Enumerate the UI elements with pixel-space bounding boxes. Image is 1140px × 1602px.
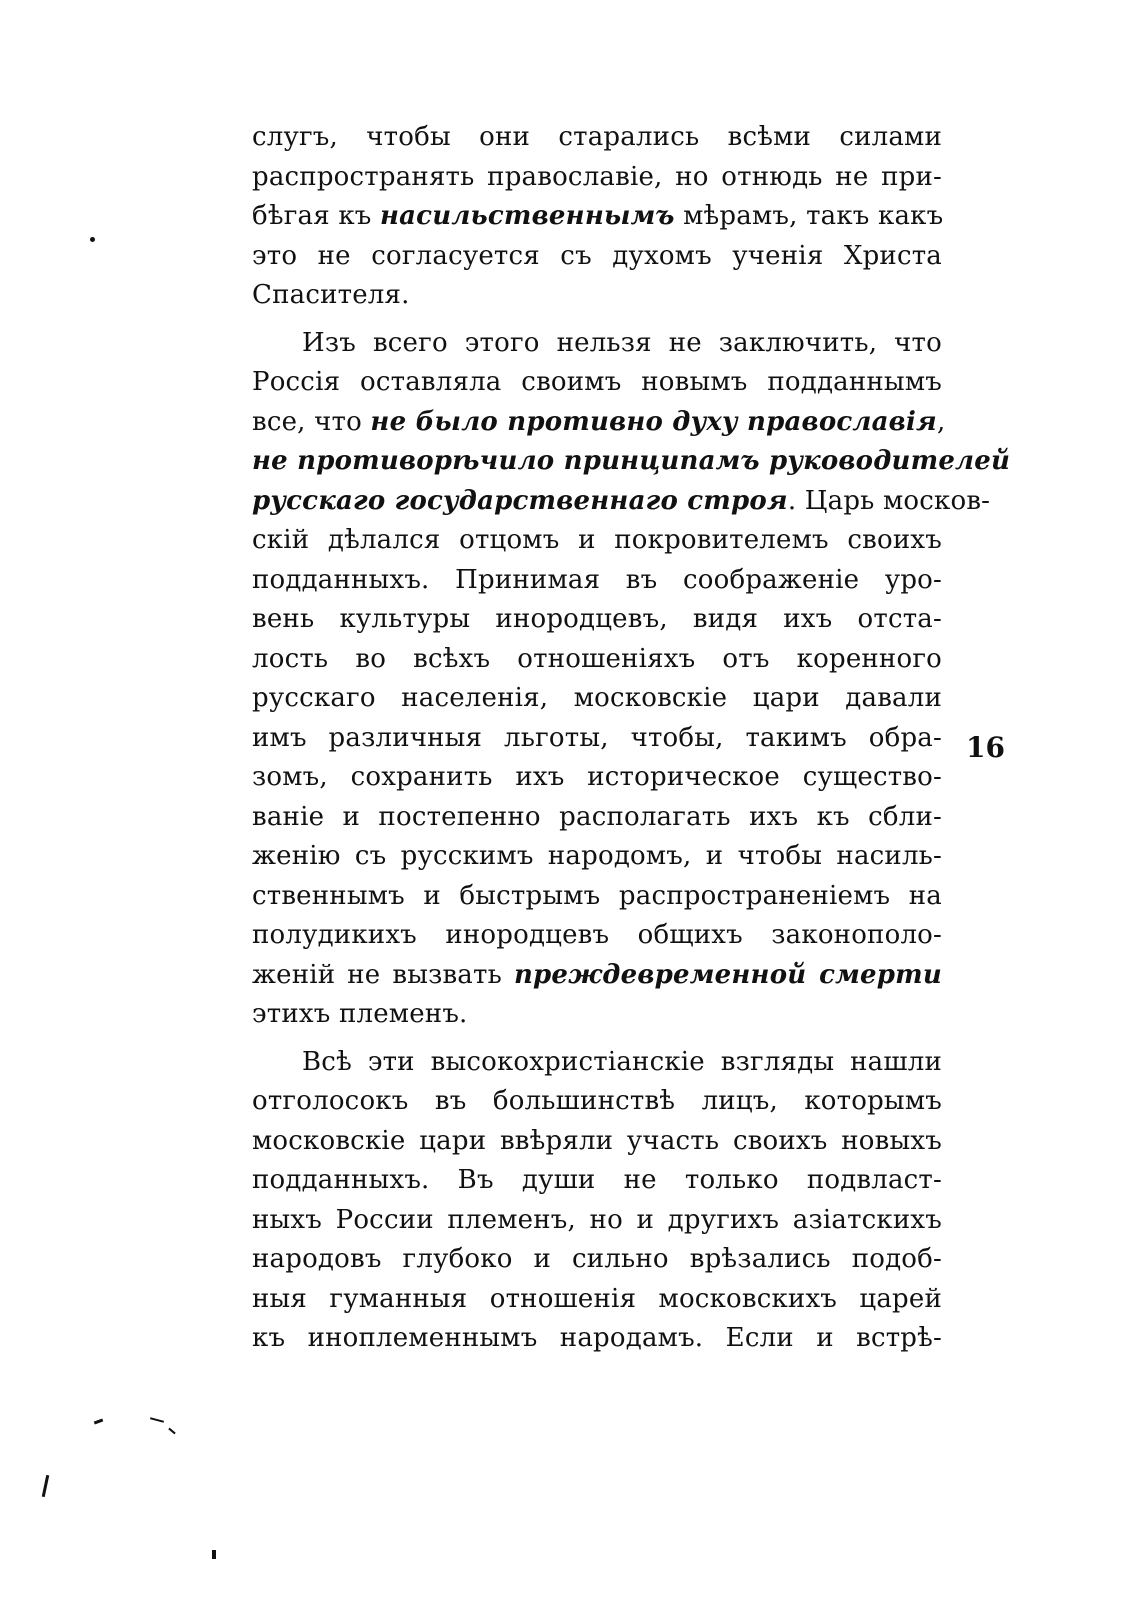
text-line: Спасителя. (252, 280, 410, 310)
scan-speck (42, 1475, 50, 1497)
text-line: вень культуры инородцевъ, видя ихъ отста- (252, 604, 942, 634)
text-line (252, 442, 1011, 482)
text-line: этихъ племенъ. (252, 999, 468, 1029)
text-line: лость во всѣхъ отношеніяхъ отъ коренного (252, 643, 942, 674)
scan-speck (212, 1550, 216, 1559)
text-line: это не согласуется съ духомъ ученія Христа (252, 240, 942, 271)
text-line: женію съ русскимъ народомъ, и чтобы насиль- (252, 841, 942, 871)
text-line: все, что не было противно духу православія, (252, 406, 946, 437)
emphasis: не было противно духу православія (370, 406, 937, 437)
text-line: слугъ, чтобы они старались всѣми силами (252, 122, 942, 152)
text-line: Изъ всего этого нельзя не заключить, что (302, 327, 942, 358)
text-line: бѣгая къ насильственнымъ мѣрамъ, такъ какъ (252, 201, 944, 231)
text-line: Россія оставляла своимъ новымъ подданнымъ (252, 367, 942, 397)
text-line: женій не вызвать преждевременной смерти (252, 959, 942, 990)
text-line: имъ различныя льготы, чтобы, такимъ обра- (252, 722, 942, 753)
scan-speck (94, 1419, 103, 1425)
emphasis: не противорѣчило принципамъ руководителей (252, 446, 1011, 476)
page-number: 16 (966, 731, 1005, 764)
scan-speck (168, 1428, 175, 1435)
text-line: къ иноплеменнымъ народамъ. Если и встрѣ- (252, 1323, 942, 1353)
text-line: полудикихъ инородцевъ общихъ законополо- (252, 920, 942, 950)
text-line: ственнымъ и быстрымъ распространеніемъ на (252, 880, 942, 911)
text-line: скій дѣлался отцомъ и покровителемъ своихъ (252, 525, 942, 555)
scan-speck (150, 1417, 164, 1423)
emphasis: русскаго государственнаго строя (252, 485, 788, 516)
emphasis: преждевременной смерти (513, 959, 942, 990)
text-line: ныя гуманныя отношенія московскихъ царей (252, 1283, 942, 1314)
text-line: русскаго населенія, московскіе цари давали (252, 683, 942, 713)
text-line: народовъ глубоко и сильно врѣзались подоб- (252, 1244, 942, 1274)
text-line: распространять православіе, но отнюдь не при- (252, 161, 942, 192)
text-line: ваніе и постепенно располагать ихъ къ сбли- (252, 801, 942, 832)
text-line: подданныхъ. Принимая въ соображеніе уро- (252, 564, 942, 595)
scan-speck (90, 237, 95, 242)
text-line: подданныхъ. Въ души не только подвласт- (252, 1165, 942, 1195)
emphasis: насильственнымъ (379, 201, 675, 231)
text-line: отголосокъ въ большинствѣ лицъ, которымъ (252, 1086, 942, 1116)
text-line: ныхъ России племенъ, но и другихъ азіатскихъ (252, 1204, 942, 1235)
text-line: зомъ, сохранить ихъ историческое существо- (252, 762, 942, 792)
text-line: русскаго государственнаго строя. Царь москов- (252, 485, 991, 516)
text-line: Всѣ эти высокохристіанскіе взгляды нашли (302, 1046, 942, 1077)
text-line: московскіе цари ввѣряли участь своихъ новыхъ (252, 1125, 942, 1156)
